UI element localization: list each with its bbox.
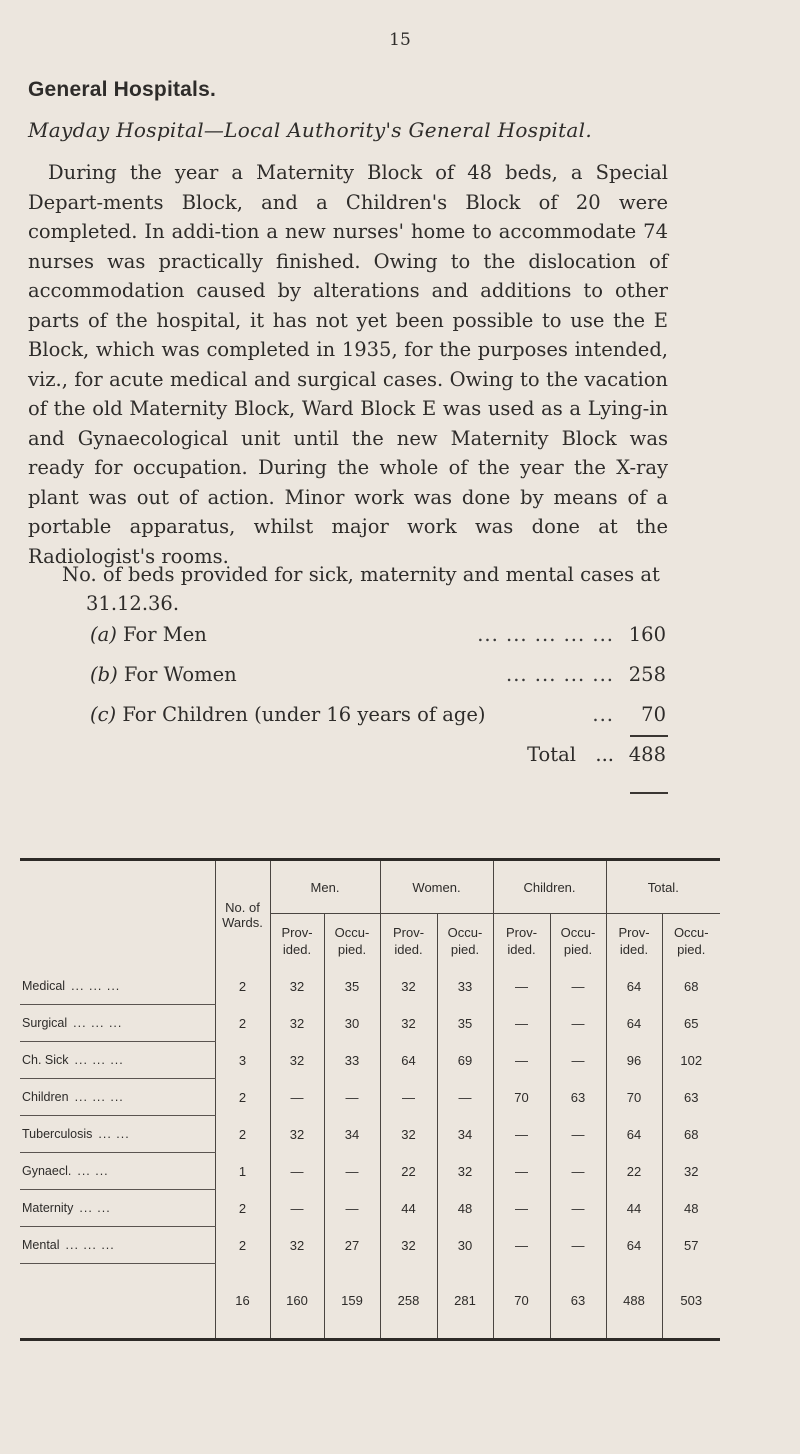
table-cell: 64 [606,968,662,1005]
table-cell: 32 [270,968,324,1005]
table-cell: 34 [437,1116,493,1153]
total-cell: 63 [550,1264,606,1340]
table-cell: 64 [606,1227,662,1264]
table-cell: 32 [270,1042,324,1079]
beds-row-men [90,623,666,653]
total-cell: 70 [493,1264,550,1340]
table-cell: 2 [215,1079,270,1116]
table-row [20,968,720,1005]
men-header-label: Men. [310,879,340,895]
table-row [20,1042,720,1079]
leader-dots: ... ... ... [71,979,121,993]
total-cell: 160 [270,1264,324,1340]
table-cell: 32 [380,1005,437,1042]
leader-dots: ... ... [79,1201,111,1215]
table-cell: 2 [215,1227,270,1264]
provided-header: Prov-ided. [380,914,437,969]
row-label: Tuberculosis [22,1127,93,1141]
leader-dots: ... ... [98,1127,130,1141]
row-label-cell [20,968,215,1005]
table-row [20,1227,720,1264]
total-value: 488 [628,743,666,766]
men-header [270,860,380,914]
page-number: 15 [389,30,411,50]
table-cell: 32 [662,1153,720,1190]
leader-dots: ... ... ... [74,1053,124,1067]
table-cell: 2 [215,1190,270,1227]
total-label: Total [527,743,576,766]
table-row [20,1005,720,1042]
row-label: Gynaecl. [22,1164,72,1178]
leader-dots: ... ... ... [73,1016,123,1030]
sum-rule [630,735,668,737]
row-label: Ch. Sick [22,1053,69,1067]
row-label: Surgical [22,1016,68,1030]
table-cell: 64 [606,1005,662,1042]
table-cell: 2 [215,1116,270,1153]
table-cell: 64 [606,1116,662,1153]
table-cell: — [324,1079,380,1116]
row-label-cell [20,1005,215,1042]
wards-header: No. of Wards. [215,860,270,969]
table-cell: — [270,1153,324,1190]
row-letter: (c) [90,703,117,726]
table-cell: — [550,1116,606,1153]
table-cell: — [493,1190,550,1227]
table-cell: 32 [270,1005,324,1042]
leader-dots: ... ... ... [74,1090,124,1104]
total-cell: 488 [606,1264,662,1340]
table-row [20,1079,720,1116]
table-cell: 22 [380,1153,437,1190]
row-label-cell [20,1190,215,1227]
table-cell: 1 [215,1153,270,1190]
table-cell: 35 [324,968,380,1005]
table-cell: — [493,1042,550,1079]
row-label: Mental [22,1238,60,1252]
provided-header: Prov-ided. [606,914,662,969]
table-cell: 35 [437,1005,493,1042]
table-cell: 33 [437,968,493,1005]
table-cell: — [380,1079,437,1116]
beds-date: 31.12.36. [86,592,180,615]
leader-dots: ... ... ... ... ... [477,623,614,646]
provided-header: Prov-ided. [493,914,550,969]
table-cell: 33 [324,1042,380,1079]
leader-dots: ... ... [77,1164,109,1178]
table-cell: — [550,968,606,1005]
table-cell: 22 [606,1153,662,1190]
row-label-cell [20,1227,215,1264]
total-cell: 159 [324,1264,380,1340]
beds-table [20,858,720,1341]
table-cell: 32 [380,1116,437,1153]
table-row [20,1116,720,1153]
table-cell: — [324,1190,380,1227]
total-cell: 16 [215,1264,270,1340]
table-cell: — [550,1190,606,1227]
table-cell: 44 [380,1190,437,1227]
table-cell: 63 [550,1079,606,1116]
table-cell: 63 [662,1079,720,1116]
row-letter: (b) [90,663,118,686]
total-underline [630,792,668,794]
children-header-label: Children. [523,879,576,895]
row-label: Medical [22,979,66,993]
leader-dots: ... [592,703,614,726]
table-cell: 70 [606,1079,662,1116]
occupied-header: Occu-pied. [324,914,380,969]
total-cell: 503 [662,1264,720,1340]
table-cell: 64 [380,1042,437,1079]
table-cell: 70 [493,1079,550,1116]
table-cell: 57 [662,1227,720,1264]
table-cell: 3 [215,1042,270,1079]
row-value: 160 [628,623,666,646]
table-cell: 68 [662,1116,720,1153]
table-cell: 32 [270,1116,324,1153]
table-cell: 65 [662,1005,720,1042]
table-cell: 27 [324,1227,380,1264]
beds-intro [62,560,672,618]
table-cell: — [550,1042,606,1079]
table-cell: 2 [215,1005,270,1042]
women-header [380,860,493,914]
leader-dots: ... ... ... ... [506,663,614,686]
row-label-cell [20,1116,215,1153]
children-header [493,860,606,914]
table-cell: 48 [437,1190,493,1227]
table-cell: 30 [437,1227,493,1264]
table-cell: 32 [270,1227,324,1264]
row-label-cell [20,1079,215,1116]
table-cell: — [493,1227,550,1264]
occupied-header: Occu-pied. [662,914,720,969]
table-cell: 32 [380,1227,437,1264]
row-label: For Men [123,623,207,646]
beds-intro-text: No. of beds provided for sick, maternity and mental cases at [62,563,660,586]
table-cell: 48 [662,1190,720,1227]
table-cell: 32 [380,968,437,1005]
table-cell: 69 [437,1042,493,1079]
women-header-label: Women. [412,879,461,895]
table-cell: 96 [606,1042,662,1079]
table-cell: 30 [324,1005,380,1042]
section-heading: General Hospitals. [28,78,216,101]
table-cell: — [493,1005,550,1042]
row-letter: (a) [90,623,117,646]
table-cell: 102 [662,1042,720,1079]
table-cell: — [493,1116,550,1153]
table-cell: — [493,1153,550,1190]
description-paragraph [28,158,668,571]
table-cell: — [550,1153,606,1190]
table-cell: — [493,968,550,1005]
table-cell: 2 [215,968,270,1005]
beds-row-women [90,663,666,693]
leader-dots: ... ... ... [65,1238,115,1252]
table-cell: — [324,1153,380,1190]
blank-header [20,860,215,969]
row-label-cell [20,1042,215,1079]
totals-row [20,1264,720,1340]
provided-header: Prov-ided. [270,914,324,969]
row-label: Children [22,1090,69,1104]
row-value: 70 [641,703,666,726]
table-cell: — [550,1227,606,1264]
table-cell: — [270,1079,324,1116]
total-header [606,860,720,914]
table-row [20,1153,720,1190]
hospital-subheading: Mayday Hospital—Local Authority's General Hospital. [28,118,593,142]
leader-dots: ... [595,743,614,766]
table-cell: 68 [662,968,720,1005]
table-cell: 32 [437,1153,493,1190]
total-header-label: Total. [647,879,679,895]
row-label: For Children (under 16 years of age) [122,703,486,726]
table-cell: 44 [606,1190,662,1227]
paragraph-text: During the year a Maternity Block of 48 beds, a Special Depart-ments Block, and a Children's Block of 20 were completed. In addi-tion a new nurses' home to accommodate 74 nurses was practically finished. Owing to the dislocation of accommodation caused by alterations and additions to other parts of the hospital, it has not yet been possible to use the E Block, which was completed in 1935, for the purposes intended, viz., for acute medical and surgical cases. Owing to the vacation of the old Maternity Block, Ward Block E was used as a Lying-in and Gynaecological unit until the new Maternity Block was ready for occupation. During the whole of the year the X-ray plant was out of action. Minor work was done by means of a portable apparatus, whilst major work was done at the Radiologist's rooms. [28,161,668,568]
beds-row-children [90,703,666,733]
table-cell: — [437,1079,493,1116]
table-cell: — [550,1005,606,1042]
table-row [20,1190,720,1227]
row-label: Maternity [22,1201,74,1215]
totals-label-cell [20,1264,215,1340]
occupied-header: Occu-pied. [550,914,606,969]
table-cell: — [270,1190,324,1227]
table-cell: 34 [324,1116,380,1153]
row-label-cell [20,1153,215,1190]
total-cell: 258 [380,1264,437,1340]
row-label: For Women [123,663,237,686]
table-body [20,968,720,1340]
occupied-header: Occu-pied. [437,914,493,969]
row-value: 258 [628,663,666,686]
total-cell: 281 [437,1264,493,1340]
